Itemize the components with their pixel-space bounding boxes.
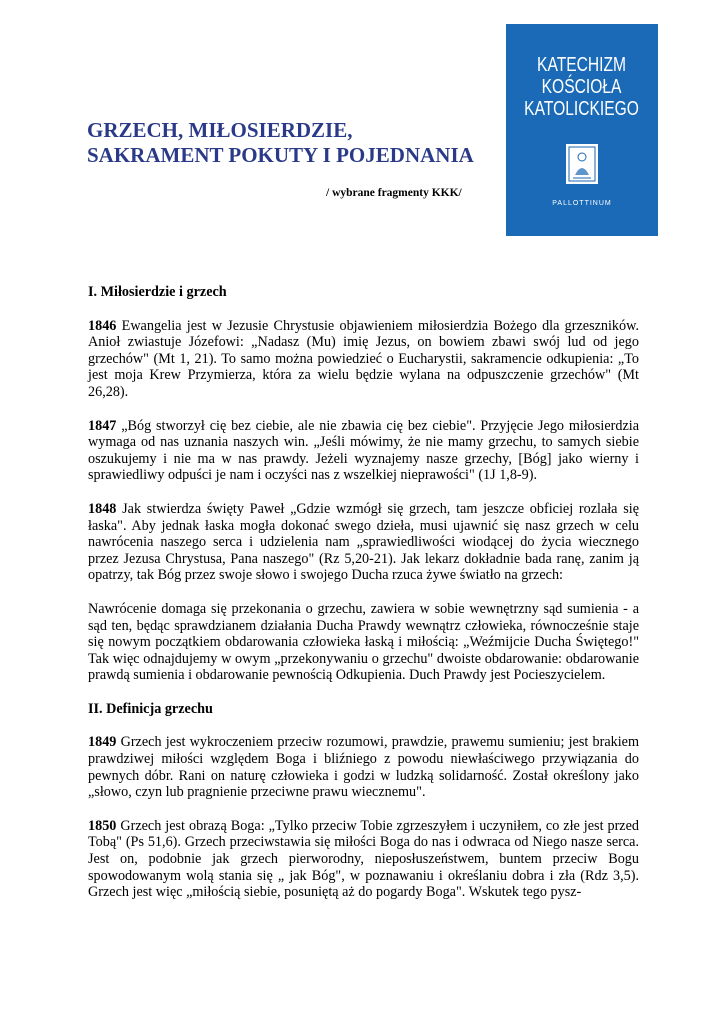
section-heading: II. Definicja grzechu <box>88 700 213 717</box>
paragraph <box>88 318 639 401</box>
book-cover-image <box>506 24 658 236</box>
paragraph <box>88 734 639 800</box>
paragraph-text: Nawrócenie domaga się przekonania o grzechu, zawiera w sobie wewnętrzny sąd sumienia - a sąd ten, będąc sprawdzianem działania Ducha Prawdy wewnątrz człowieka, równocześnie staje się nowym początkiem obdarowania człowieka łaską i miłością: „Weźmijcie Ducha Świętego!" Tak więc odnajdujemy w owym „przekonywaniu o grzechu" dwoiste obdarowanie: obdarowanie prawdą sumienia i obdarowanie pewnością Odkupienia. Duch Prawdy jest Pocieszycielem. <box>88 600 639 684</box>
section-heading: I. Miłosierdzie i grzech <box>88 284 227 300</box>
paragraph-text: Grzech jest obrazą Boga: „Tylko przeciw Tobie zgrzeszyłem i uczyniłem, co złe jest przed Tobą" (Ps 51,6). Grzech przeciwstawia się miłości Boga do nas i odwraca od Niego nasze serca. Jest on, podobnie jak grzech pierworodny, nieposłuszeństwem, buntem przeciw Bogu spowodowanym wolą stania się „ jak Bóg", w poznawaniu i określaniu dobra i zła (Rdz 3,5). Grzech jest więc „miłością siebie, posuniętą aż do pogardy Boga". Wskutek tego pysz- <box>88 817 639 901</box>
page-title-line: GRZECH, MIŁOSIERDZIE, <box>87 118 353 142</box>
paragraph-number: 1849 <box>88 734 117 751</box>
book-cover-title <box>525 54 640 120</box>
book-cover-publisher: PALLOTTINUM <box>552 200 612 207</box>
book-cover-title-line: KOŚCIOŁA <box>542 76 622 98</box>
paragraph-number: 1850 <box>88 817 117 834</box>
page-title-line: SAKRAMENT POKUTY I POJEDNANIA <box>87 143 474 167</box>
paragraph-text: Grzech jest wykroczeniem przeciw rozumowi, prawdzie, prawemu sumieniu; jest brakiem prawdziwej miłości względem Boga i bliźniego z powodu niewłaściwego przywiązania do pewnych dóbr. Rani on naturę człowieka i godzi w ludzką solidarność. Został określony jako „słowo, czyn lub pragnienie przeciwne prawu wiecznemu". <box>88 734 639 801</box>
page-subtitle: / wybrane fragmenty KKK/ <box>326 187 462 199</box>
paragraph <box>88 601 639 684</box>
emblem-icon <box>566 144 598 184</box>
paragraph-number: 1848 <box>88 500 117 517</box>
paragraph-text: Ewangelia jest w Jezusie Chrystusie objawieniem miłosierdzia Bożego dla grzeszników. Anioł zwiastuje Józefowi: „Nadasz (Mu) imię Jezus, on bowiem zbawi swój lud od jego grzechów" (Mt 1, 21). To samo można powiedzieć o Eucharystii, sakramencie odkupienia: „To jest moja Krew Przymierza, która za wielu będzie wylana na odpuszczenie grzechów" (Mt 26,28). <box>88 317 639 400</box>
paragraph-number: 1846 <box>88 317 117 334</box>
document-body <box>88 284 639 918</box>
paragraph-number: 1847 <box>88 417 117 434</box>
book-cover-title-line: KATOLICKIEGO <box>524 98 640 120</box>
paragraph <box>88 501 639 584</box>
paragraph-text: Jak stwierdza święty Paweł „Gdzie wzmógł się grzech, tam jeszcze obficiej rozlała się łaska". Aby jednak łaska mogła dokonać swego dzieła, musi ujawnić się nasz grzech w celu nawrócenia naszego serca i udzielenia nam „sprawiedliwości wiodącej do życia wiecznego przez Jezusa Chrystusa, Pana naszego" (Rz 5,20-21). Jak lekarz dokładnie bada ranę, zanim ją opatrzy, tak Bóg przez swoje słowo i swojego Ducha rzuca żywe światło na grzech: <box>88 500 639 584</box>
paragraph <box>88 818 639 901</box>
paragraph <box>88 418 639 484</box>
paragraph-text: „Bóg stworzył cię bez ciebie, ale nie zbawia cię bez ciebie". Przyjęcie Jego miłosierdzia wymaga od nas uznania naszych win. „Jeśli mówimy, że nie mamy grzechu, to samych siebie oszukujemy i nie ma w nas prawdy. Jeżeli wyznajemy nasze grzechy, [Bóg] jako wierny i sprawiedliwy odpuści je nam i oczyści nas z wszelkiej nieprawości" (1J 1,8-9). <box>88 417 639 484</box>
page-title <box>87 118 507 168</box>
book-cover-title-line: KATECHIZM <box>537 54 627 76</box>
